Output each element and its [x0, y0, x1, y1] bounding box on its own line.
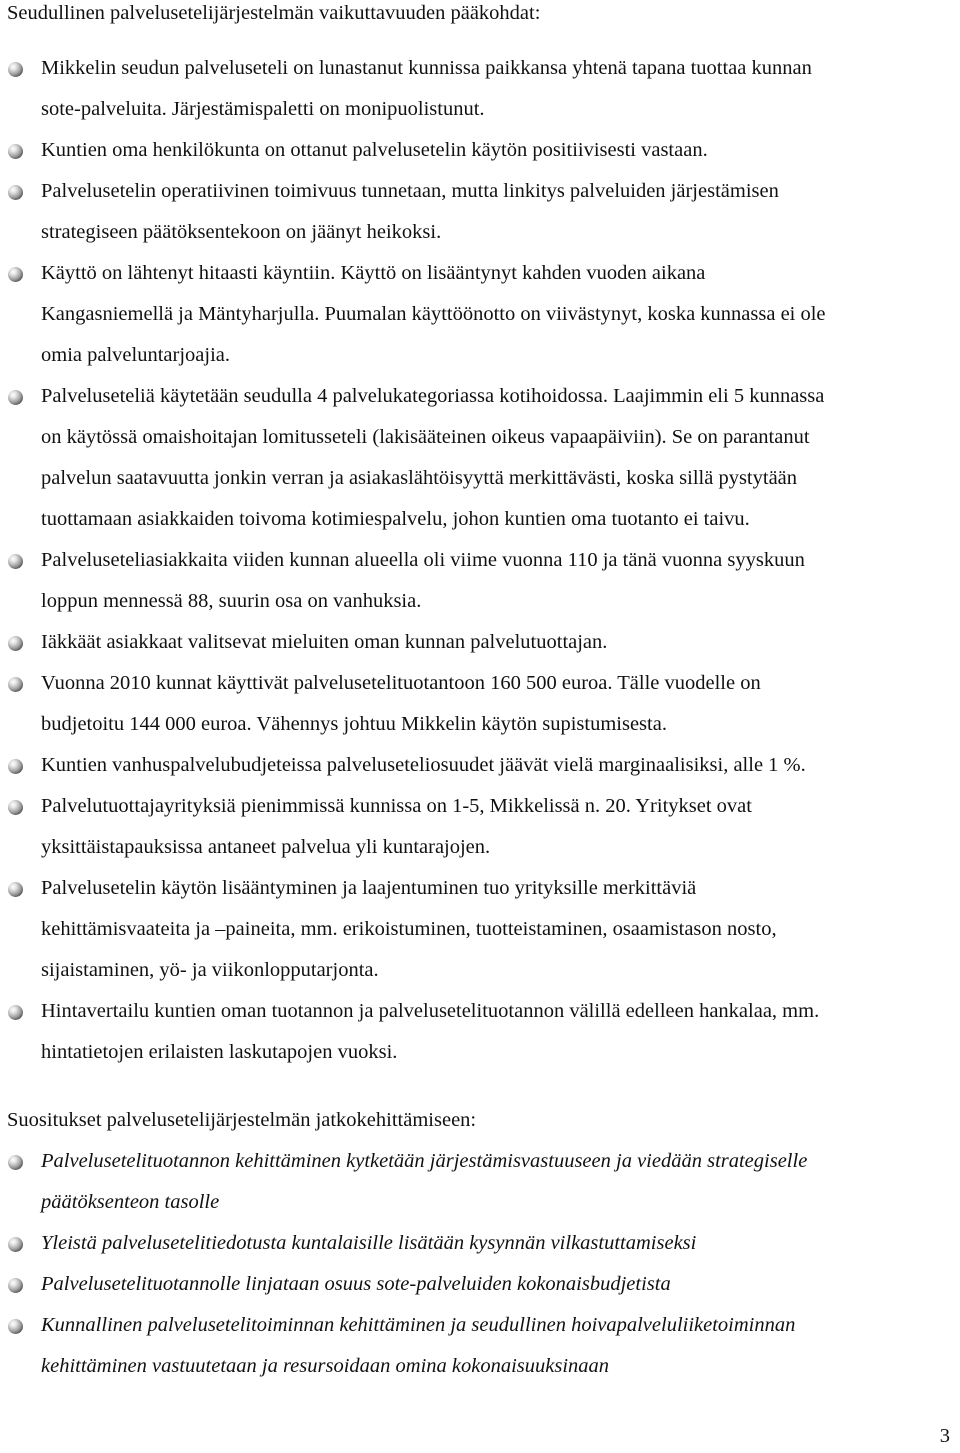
recommendations-bullet-list — [0, 1141, 960, 1387]
section-heading-recommendations: Suositukset palvelusetelijärjestelmän jatkokehittämiseen: — [7, 1109, 477, 1131]
sphere-bullet-icon — [8, 636, 23, 651]
list-item: Kunnallinen palvelusetelitoiminnan kehittäminen ja seudullinen hoivapalveluliiketoiminnan kehittäminen vastuutetaan ja resursoidaan omina kokonaisuuksinaan — [0, 1305, 960, 1387]
list-item: Vuonna 2010 kunnat käyttivät palvelusetelituotantoon 160 500 euroa. Tälle vuodelle on budjetoitu 144 000 euroa. Vähennys johtuu Mikkelin käytön supistumisesta. — [0, 663, 960, 745]
section-heading-impact: Seudullinen palvelusetelijärjestelmän vaikuttavuuden pääkohdat: — [7, 2, 541, 24]
sphere-bullet-icon — [8, 1237, 23, 1252]
list-item: Palveluseteliasiakkaita viiden kunnan alueella oli viime vuonna 110 ja tänä vuonna syyskuun loppun mennessä 88, suurin osa on vanhuksia. — [0, 540, 960, 622]
sphere-bullet-icon — [8, 759, 23, 774]
list-item: Käyttö on lähtenyt hitaasti käyntiin. Käyttö on lisääntynyt kahden vuoden aikana Kangasniemellä ja Mäntyharjulla. Puumalan käyttöönotto on viivästynyt, koska kunnassa ei ole omia palveluntarjoajia. — [0, 253, 960, 376]
list-item: Palvelusetelituotannolle linjataan osuus sote-palveluiden kokonaisbudjetista — [0, 1264, 960, 1305]
list-item: Iäkkäät asiakkaat valitsevat mieluiten oman kunnan palvelutuottajan. — [0, 622, 960, 663]
page-number: 3 — [939, 1425, 950, 1447]
sphere-bullet-icon — [8, 390, 23, 405]
list-item: Palvelusetelin käytön lisääntyminen ja laajentuminen tuo yrityksille merkittäviä kehittämisvaateita ja –paineita, mm. erikoistuminen, tuotteistaminen, osaamistason nosto, sijaistaminen, yö- ja viikonlopputarjonta. — [0, 868, 960, 991]
sphere-bullet-icon — [8, 144, 23, 159]
sphere-bullet-icon — [8, 554, 23, 569]
sphere-bullet-icon — [8, 677, 23, 692]
list-item: Palvelutuottajayrityksiä pienimmissä kunnissa on 1-5, Mikkelissä n. 20. Yritykset ovat yksittäistapauksissa antaneet palvelua yli kuntarajojen. — [0, 786, 960, 868]
impact-bullet-list — [0, 48, 960, 1073]
sphere-bullet-icon — [8, 185, 23, 200]
sphere-bullet-icon — [8, 1319, 23, 1334]
sphere-bullet-icon — [8, 1005, 23, 1020]
sphere-bullet-icon — [8, 1278, 23, 1293]
list-item: Kuntien oma henkilökunta on ottanut palvelusetelin käytön positiivisesti vastaan. — [0, 130, 960, 171]
list-item: Kuntien vanhuspalvelubudjeteissa palveluseteliosuudet jäävät vielä marginaalisiksi, alle 1 %. — [0, 745, 960, 786]
list-item: Hintavertailu kuntien oman tuotannon ja palvelusetelituotannon välillä edelleen hankalaa, mm. hintatietojen erilaisten laskutapojen vuoksi. — [0, 991, 960, 1073]
list-item: Yleistä palvelusetelitiedotusta kuntalaisille lisätään kysynnän vilkastuttamiseksi — [0, 1223, 960, 1264]
sphere-bullet-icon — [8, 882, 23, 897]
sphere-bullet-icon — [8, 1155, 23, 1170]
sphere-bullet-icon — [8, 267, 23, 282]
list-item: Palvelusetelin operatiivinen toimivuus tunnetaan, mutta linkitys palveluiden järjestämisen strategiseen päätöksentekoon on jäänyt heikoksi. — [0, 171, 960, 253]
sphere-bullet-icon — [8, 800, 23, 815]
list-item: Palveluseteliä käytetään seudulla 4 palvelukategoriassa kotihoidossa. Laajimmin eli 5 kunnassa on käytössä omaishoitajan lomitusseteli (lakisääteinen oikeus vapaapäiviin). Se on parantanut palvelun saatavuutta jonkin verran ja asiakaslähtöisyyttä merkittävästi, koska sillä pystytään tuottamaan asiakkaiden toivoma kotimiespalvelu, johon kuntien oma tuotanto ei taivu. — [0, 376, 960, 540]
sphere-bullet-icon — [8, 62, 23, 77]
list-item: Mikkelin seudun palveluseteli on lunastanut kunnissa paikkansa yhtenä tapana tuottaa kunnan sote-palveluita. Järjestämispaletti on monipuolistunut. — [0, 48, 960, 130]
list-item: Palvelusetelituotannon kehittäminen kytketään järjestämisvastuuseen ja viedään strategiselle päätöksenteon tasolle — [0, 1141, 960, 1223]
